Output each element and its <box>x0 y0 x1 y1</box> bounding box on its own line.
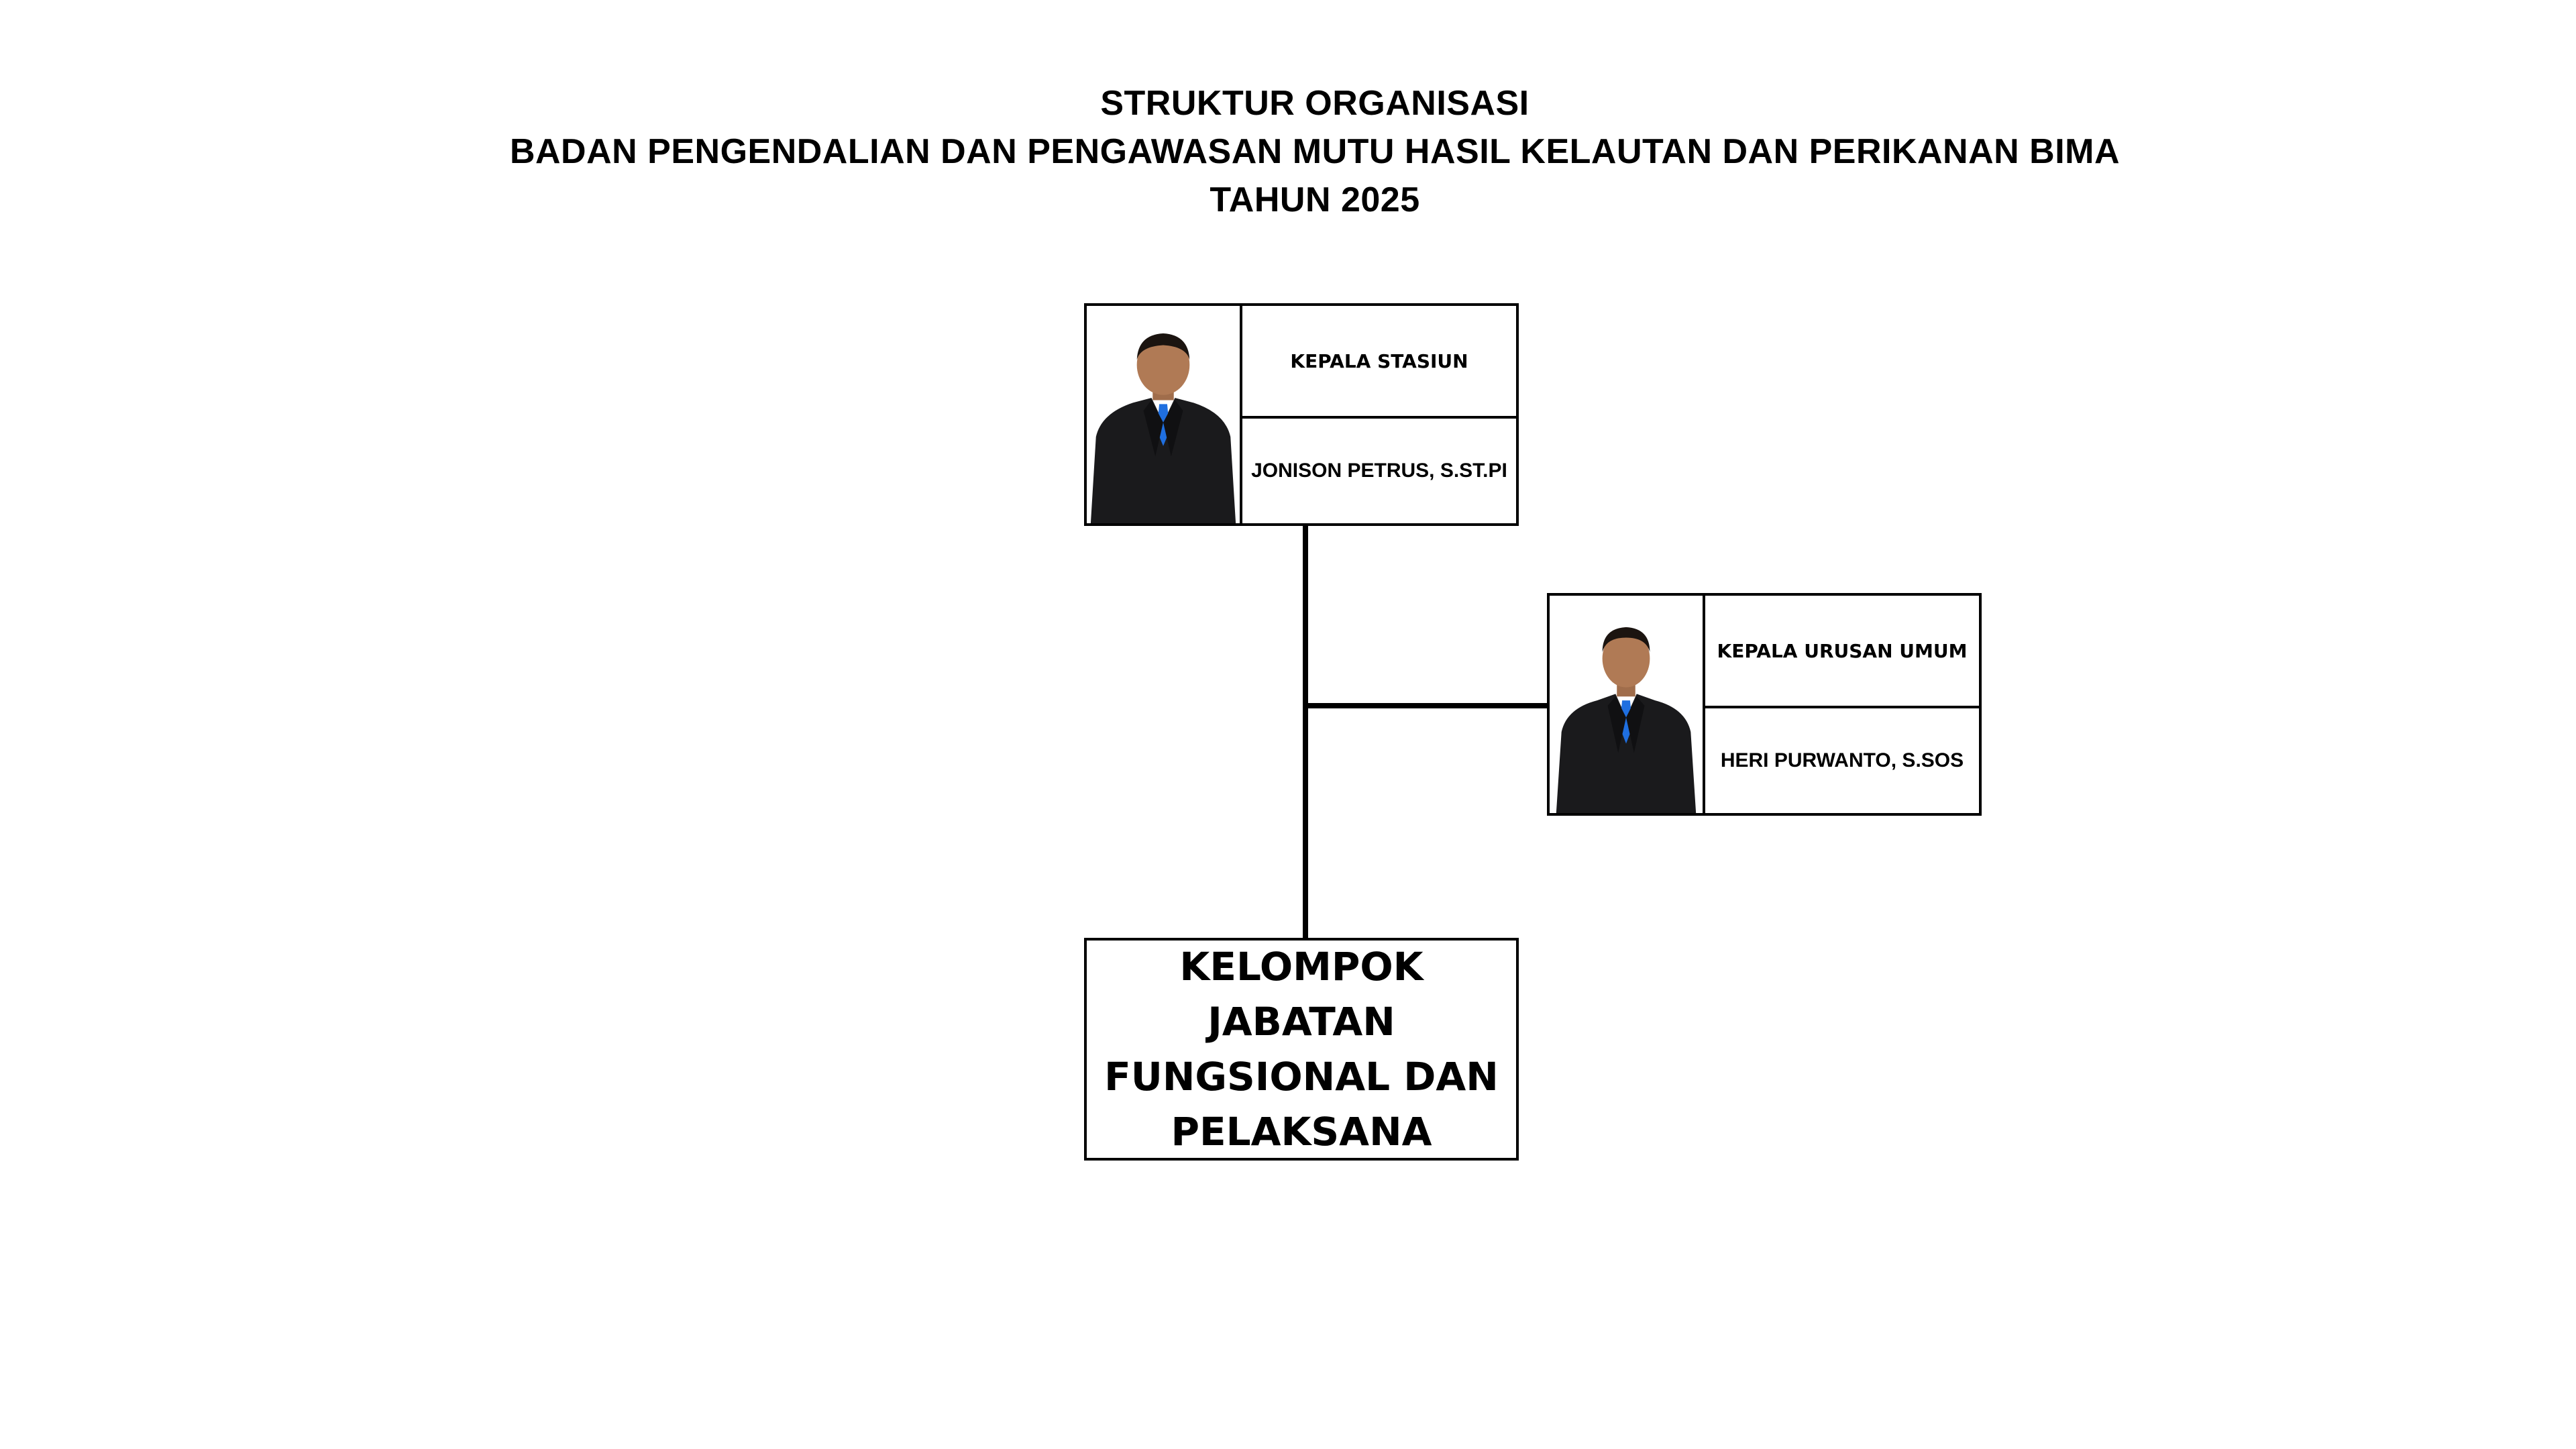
connector-horizontal <box>1303 703 1547 708</box>
general-affairs-role-label: KEPALA URUSAN UMUM <box>1705 596 1979 708</box>
person-portrait-icon <box>1087 306 1242 523</box>
page-title <box>0 79 2576 224</box>
title-line-1: STRUKTUR ORGANISASI <box>1100 84 1529 123</box>
functional-group-box <box>1084 938 1519 1161</box>
head-card <box>1084 303 1519 526</box>
head-role-label: KEPALA STASIUN <box>1242 306 1516 419</box>
title-line-3: TAHUN 2025 <box>1210 180 1420 219</box>
head-name-label: JONISON PETRUS, S.ST.PI <box>1251 460 1507 482</box>
general-affairs-card <box>1547 593 1982 816</box>
general-affairs-name-label: HERI PURWANTO, S.SOS <box>1720 749 1964 771</box>
functional-group-label: KELOMPOK JABATAN FUNGSIONAL DAN PELAKSANA <box>1104 944 1499 1155</box>
connector-vertical <box>1303 526 1308 939</box>
title-line-2: BADAN PENGENDALIAN DAN PENGAWASAN MUTU HASIL KELAUTAN DAN PERIKANAN BIMA <box>509 132 2121 171</box>
person-portrait-icon <box>1550 596 1705 813</box>
